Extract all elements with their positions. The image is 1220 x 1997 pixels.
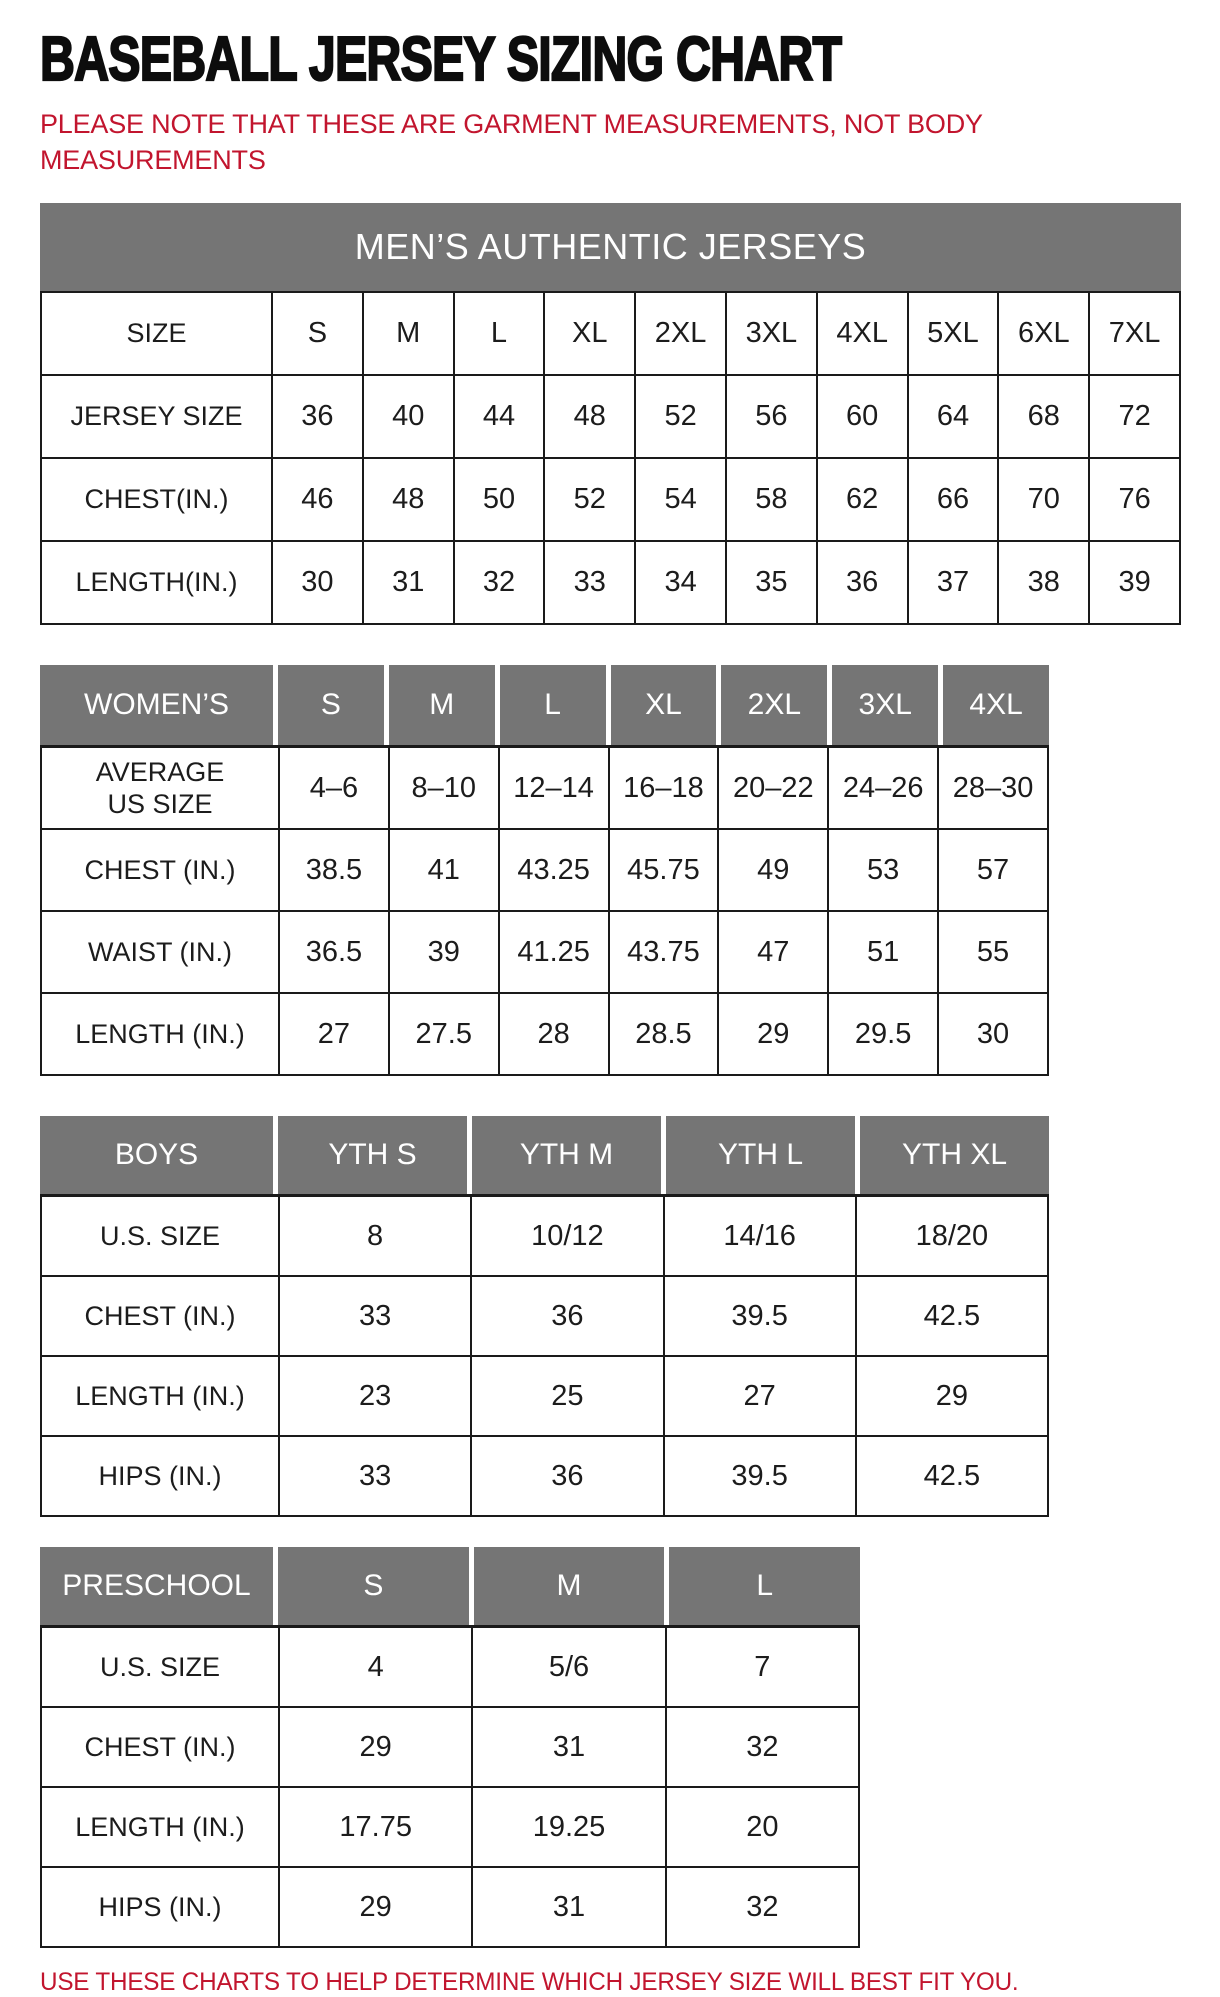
size-column-header: 2XL [635,292,726,375]
size-value-cell: 29 [279,1867,472,1947]
size-value-cell: 33 [279,1436,471,1516]
size-value-cell: 53 [828,829,938,911]
size-column-header: 4XL [817,292,908,375]
size-column-header: L [669,1547,860,1625]
boys-table-header [40,1116,1049,1194]
table-row [41,1787,859,1867]
boys-sizing-table [40,1194,1049,1517]
size-column-header: 7XL [1089,292,1180,375]
size-value-cell: 52 [635,375,726,458]
table-row [41,292,1180,375]
size-value-cell: 24–26 [828,747,938,830]
table-row [41,1627,859,1708]
size-value-cell: 40 [363,375,454,458]
size-value-cell: 27 [279,993,389,1075]
size-value-cell: 32 [454,541,545,624]
table-row [41,1196,1048,1277]
size-column-header: 5XL [908,292,999,375]
size-value-cell: 18/20 [856,1196,1048,1277]
size-value-cell: 20–22 [718,747,828,830]
row-label: WAIST (IN.) [41,911,279,993]
womens-table-header [40,665,1049,745]
size-value-cell: 29.5 [828,993,938,1075]
size-value-cell: 32 [666,1867,859,1947]
size-value-cell: 36 [471,1276,663,1356]
size-value-cell: 5/6 [472,1627,665,1708]
row-label: HIPS (IN.) [41,1867,279,1947]
size-value-cell: 23 [279,1356,471,1436]
row-label-text: AVERAGE US SIZE [95,756,225,819]
size-value-cell: 16–18 [609,747,719,830]
row-label: CHEST (IN.) [41,1707,279,1787]
table-header-label: WOMEN’S [40,665,278,745]
size-column-header: XL [611,665,722,745]
row-label: LENGTH (IN.) [41,993,279,1075]
size-column-header: 2XL [721,665,832,745]
size-column-header: YTH M [472,1116,666,1194]
size-value-cell: 36 [471,1436,663,1516]
size-column-header: L [500,665,611,745]
table-row [41,1867,859,1947]
boys-jerseys-section [40,1116,1185,1517]
size-value-cell: 44 [454,375,545,458]
size-value-cell: 37 [908,541,999,624]
size-value-cell: 28–30 [938,747,1048,830]
table-row [41,458,1180,541]
size-value-cell: 34 [635,541,726,624]
row-label: LENGTH(IN.) [41,541,272,624]
mens-sizing-table [40,291,1181,625]
table-header-label: BOYS [40,1116,278,1194]
table-row [41,829,1048,911]
size-value-cell: 57 [938,829,1048,911]
size-value-cell: 66 [908,458,999,541]
row-label: LENGTH (IN.) [41,1356,279,1436]
size-value-cell: 31 [472,1867,665,1947]
size-value-cell: 39.5 [664,1436,856,1516]
row-label: SIZE [41,292,272,375]
size-value-cell: 70 [998,458,1089,541]
size-value-cell: 49 [718,829,828,911]
size-value-cell: 33 [279,1276,471,1356]
size-value-cell: 29 [279,1707,472,1787]
size-value-cell: 28.5 [609,993,719,1075]
row-label: CHEST(IN.) [41,458,272,541]
size-value-cell: 8 [279,1196,471,1277]
size-value-cell: 30 [272,541,363,624]
table-header-label: PRESCHOOL [40,1547,278,1625]
table-row [41,375,1180,458]
size-value-cell: 56 [726,375,817,458]
size-value-cell: 48 [544,375,635,458]
size-value-cell: 25 [471,1356,663,1436]
row-label: LENGTH (IN.) [41,1787,279,1867]
mens-jerseys-section [40,203,1185,625]
size-value-cell: 64 [908,375,999,458]
size-value-cell: 39 [1089,541,1180,624]
size-column-header: M [363,292,454,375]
size-value-cell: 72 [1089,375,1180,458]
size-value-cell: 39.5 [664,1276,856,1356]
size-column-header: YTH XL [860,1116,1049,1194]
row-label: U.S. SIZE [41,1196,279,1277]
size-column-header: M [389,665,500,745]
size-value-cell: 60 [817,375,908,458]
size-value-cell: 14/16 [664,1196,856,1277]
table-row [41,1276,1048,1356]
table-row [41,1707,859,1787]
preschool-table-header [40,1547,860,1625]
table-row [41,911,1048,993]
size-value-cell: 8–10 [389,747,499,830]
footer-note: USE THESE CHARTS TO HELP DETERMINE WHICH JERSEY SIZE WILL BEST FIT YOU. [40,1968,1019,1996]
size-value-cell: 76 [1089,458,1180,541]
size-column-header: 4XL [943,665,1049,745]
size-column-header: L [454,292,545,375]
size-value-cell: 62 [817,458,908,541]
size-value-cell: 41 [389,829,499,911]
size-value-cell: 51 [828,911,938,993]
size-column-header: 3XL [832,665,943,745]
size-value-cell: 47 [718,911,828,993]
size-value-cell: 17.75 [279,1787,472,1867]
size-value-cell: 55 [938,911,1048,993]
row-label [41,747,279,830]
size-value-cell: 68 [998,375,1089,458]
mens-table-banner: MEN’S AUTHENTIC JERSEYS [40,203,1181,291]
row-label: CHEST (IN.) [41,829,279,911]
size-value-cell: 42.5 [856,1276,1048,1356]
size-value-cell: 35 [726,541,817,624]
size-value-cell: 36 [272,375,363,458]
size-value-cell: 42.5 [856,1436,1048,1516]
size-column-header: YTH S [278,1116,472,1194]
table-row [41,541,1180,624]
size-value-cell: 38 [998,541,1089,624]
size-value-cell: 20 [666,1787,859,1867]
preschool-sizing-table [40,1625,860,1948]
size-value-cell: 48 [363,458,454,541]
size-value-cell: 12–14 [499,747,609,830]
table-row [41,993,1048,1075]
size-column-header: YTH L [666,1116,860,1194]
garment-measurements-note: PLEASE NOTE THAT THESE ARE GARMENT MEASUREMENTS, NOT BODY MEASUREMENTS [40,109,983,176]
row-label: CHEST (IN.) [41,1276,279,1356]
size-value-cell: 28 [499,993,609,1075]
size-column-header: S [272,292,363,375]
womens-jerseys-section [40,665,1185,1076]
size-value-cell: 30 [938,993,1048,1075]
size-value-cell: 41.25 [499,911,609,993]
size-column-header: S [278,665,389,745]
size-column-header: 3XL [726,292,817,375]
preschool-jerseys-section [40,1547,1185,1948]
size-column-header: 6XL [998,292,1089,375]
size-value-cell: 36 [817,541,908,624]
table-row [41,1356,1048,1436]
size-value-cell: 36.5 [279,911,389,993]
size-value-cell: 31 [363,541,454,624]
size-value-cell: 43.75 [609,911,719,993]
size-value-cell: 38.5 [279,829,389,911]
size-value-cell: 39 [389,911,499,993]
row-label: U.S. SIZE [41,1627,279,1708]
size-value-cell: 4 [279,1627,472,1708]
size-value-cell: 43.25 [499,829,609,911]
size-value-cell: 7 [666,1627,859,1708]
table-row [41,1436,1048,1516]
page-title: BASEBALL JERSEY SIZING CHART [40,25,842,94]
size-value-cell: 29 [856,1356,1048,1436]
table-row [41,747,1048,830]
size-column-header: XL [544,292,635,375]
womens-sizing-table [40,745,1049,1076]
size-value-cell: 4–6 [279,747,389,830]
size-value-cell: 19.25 [472,1787,665,1867]
size-value-cell: 45.75 [609,829,719,911]
size-column-header: S [278,1547,474,1625]
row-label: HIPS (IN.) [41,1436,279,1516]
size-value-cell: 52 [544,458,635,541]
size-value-cell: 29 [718,993,828,1075]
size-value-cell: 50 [454,458,545,541]
size-value-cell: 58 [726,458,817,541]
size-value-cell: 32 [666,1707,859,1787]
row-label: JERSEY SIZE [41,375,272,458]
size-value-cell: 10/12 [471,1196,663,1277]
size-value-cell: 27.5 [389,993,499,1075]
size-value-cell: 54 [635,458,726,541]
size-column-header: M [474,1547,670,1625]
size-value-cell: 46 [272,458,363,541]
size-value-cell: 31 [472,1707,665,1787]
size-value-cell: 33 [544,541,635,624]
size-value-cell: 27 [664,1356,856,1436]
